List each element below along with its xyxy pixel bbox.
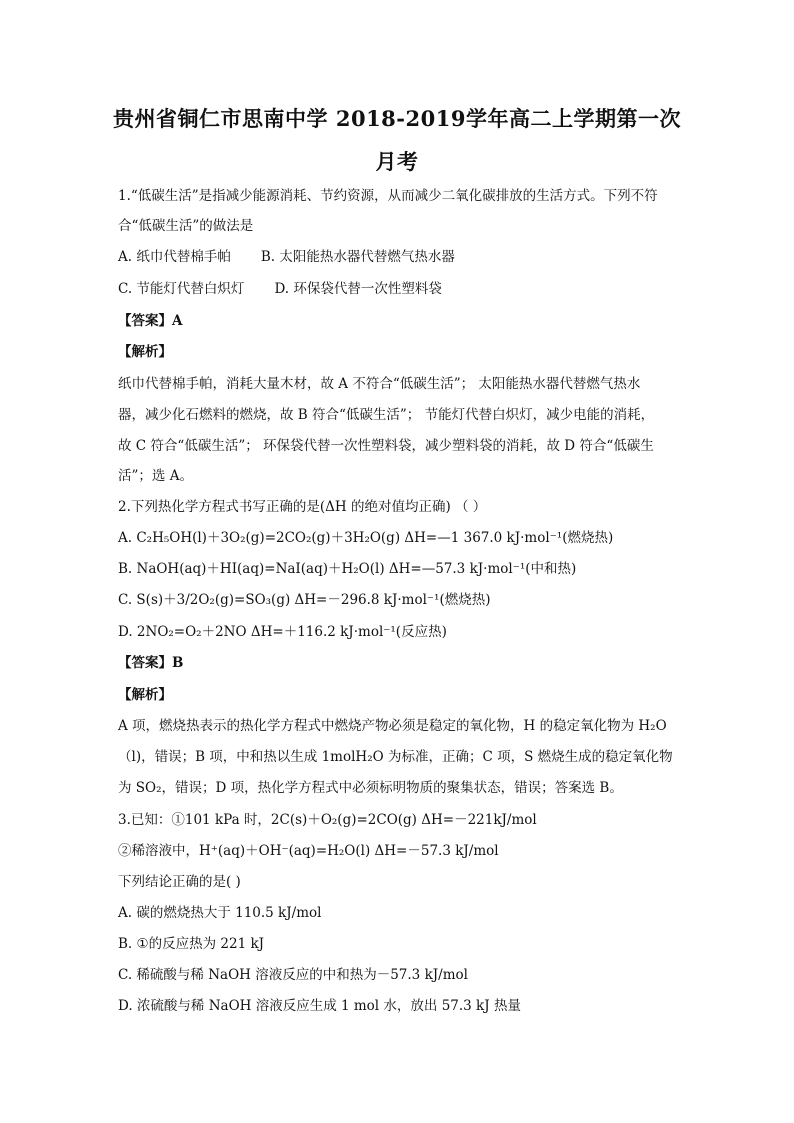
q2-analysis-label: 【解析】 [118, 687, 172, 703]
q2-analysis-line2: （l)，错误；B 项，中和热以生成 1molH₂O 为标准，正确；C 项，S 燃烧生成的稳定氧化物 [118, 749, 673, 765]
q1-option-c: C. 节能灯代替白炽灯 [118, 281, 245, 297]
q3-option-a: A. 碳的燃烧热大于 110.5 kJ/mol [118, 905, 322, 921]
q1-analysis-line1: 纸巾代替棉手帕，消耗大量木材，故 A 不符合“低碳生活”； 太阳能热水器代替燃气热水 [118, 376, 641, 392]
q3-stem-line2: ②稀溶液中，H⁺(aq)＋OH⁻(aq)=H₂O(l) ΔH=－57.3 kJ/mol [118, 843, 499, 859]
q1-option-b: B. 太阳能热水器代替燃气热水器 [260, 249, 455, 265]
q2-answer: 【答案】B [118, 655, 184, 671]
q1-option-a: A. 纸巾代替棉手帕 [118, 249, 231, 265]
q3-option-b: B. ①的反应热为 221 kJ [118, 936, 265, 952]
q2-option-c: C. S(s)＋3/2O₂(g)=SO₃(g) ΔH=－296.8 kJ·mol⁻¹(燃烧热) [118, 592, 491, 608]
q2-analysis-line3: 为 SO₂，错误；D 项，热化学方程式中必须标明物质的聚集状态，错误；答案选 B。 [118, 780, 623, 796]
doc-title-line1: 贵州省铜仁市思南中学 2018-2019学年高二上学期第一次 [113, 106, 681, 131]
q1-option-d: D. 环保袋代替一次性塑料袋 [274, 281, 442, 297]
q2-stem: 2.下列热化学方程式书写正确的是(ΔH 的绝对值均正确) （ ） [118, 499, 487, 515]
q1-options-row1 [118, 247, 455, 267]
q1-analysis-label: 【解析】 [118, 344, 172, 360]
q1-analysis-line2: 器，减少化石燃料的燃烧，故 B 符合“低碳生活”； 节能灯代替白炽灯，减少电能的消耗， [118, 407, 655, 423]
q3-option-c: C. 稀硫酸与稀 NaOH 溶液反应的中和热为－57.3 kJ/mol [118, 967, 468, 983]
q3-option-d: D. 浓硫酸与稀 NaOH 溶液反应生成 1 mol 水，放出 57.3 kJ 热量 [118, 998, 521, 1014]
q1-analysis-line4: 活”；选 A。 [118, 468, 193, 484]
doc-title-line2: 月考 [375, 149, 419, 174]
q3-stem-line1: 3.已知：①101 kPa 时，2C(s)＋O₂(g)=2CO(g) ΔH=－221kJ/mol [118, 812, 537, 828]
q2-analysis-line1: A 项，燃烧热表示的热化学方程式中燃烧产物必须是稳定的氧化物，H 的稳定氧化物为 H₂O [118, 718, 667, 734]
q1-analysis-line3: 故 C 符合“低碳生活”； 环保袋代替一次性塑料袋，减少塑料袋的消耗，故 D 符合“低碳生 [118, 438, 654, 454]
q2-option-a: A. C₂H₅OH(l)＋3O₂(g)=2CO₂(g)＋3H₂O(g) ΔH=—1 367.0 kJ·mol⁻¹(燃烧热) [118, 530, 614, 546]
q1-answer: 【答案】A [118, 313, 183, 329]
q2-option-d: D. 2NO₂=O₂＋2NO ΔH=＋116.2 kJ·mol⁻¹(反应热) [118, 624, 447, 640]
q1-stem-line1: 1.“低碳生活”是指减少能源消耗、节约资源，从而减少二氧化碳排放的生活方式。下列不符 [118, 188, 658, 204]
q3-stem-line3: 下列结论正确的是( ) [118, 874, 241, 890]
q1-options-row2 [118, 279, 442, 299]
q2-option-b: B. NaOH(aq)＋HI(aq)=NaI(aq)＋H₂O(l) ΔH=—57.3 kJ·mol⁻¹(中和热) [118, 561, 577, 577]
q1-stem-line2: 合“低碳生活”的做法是 [118, 218, 254, 234]
